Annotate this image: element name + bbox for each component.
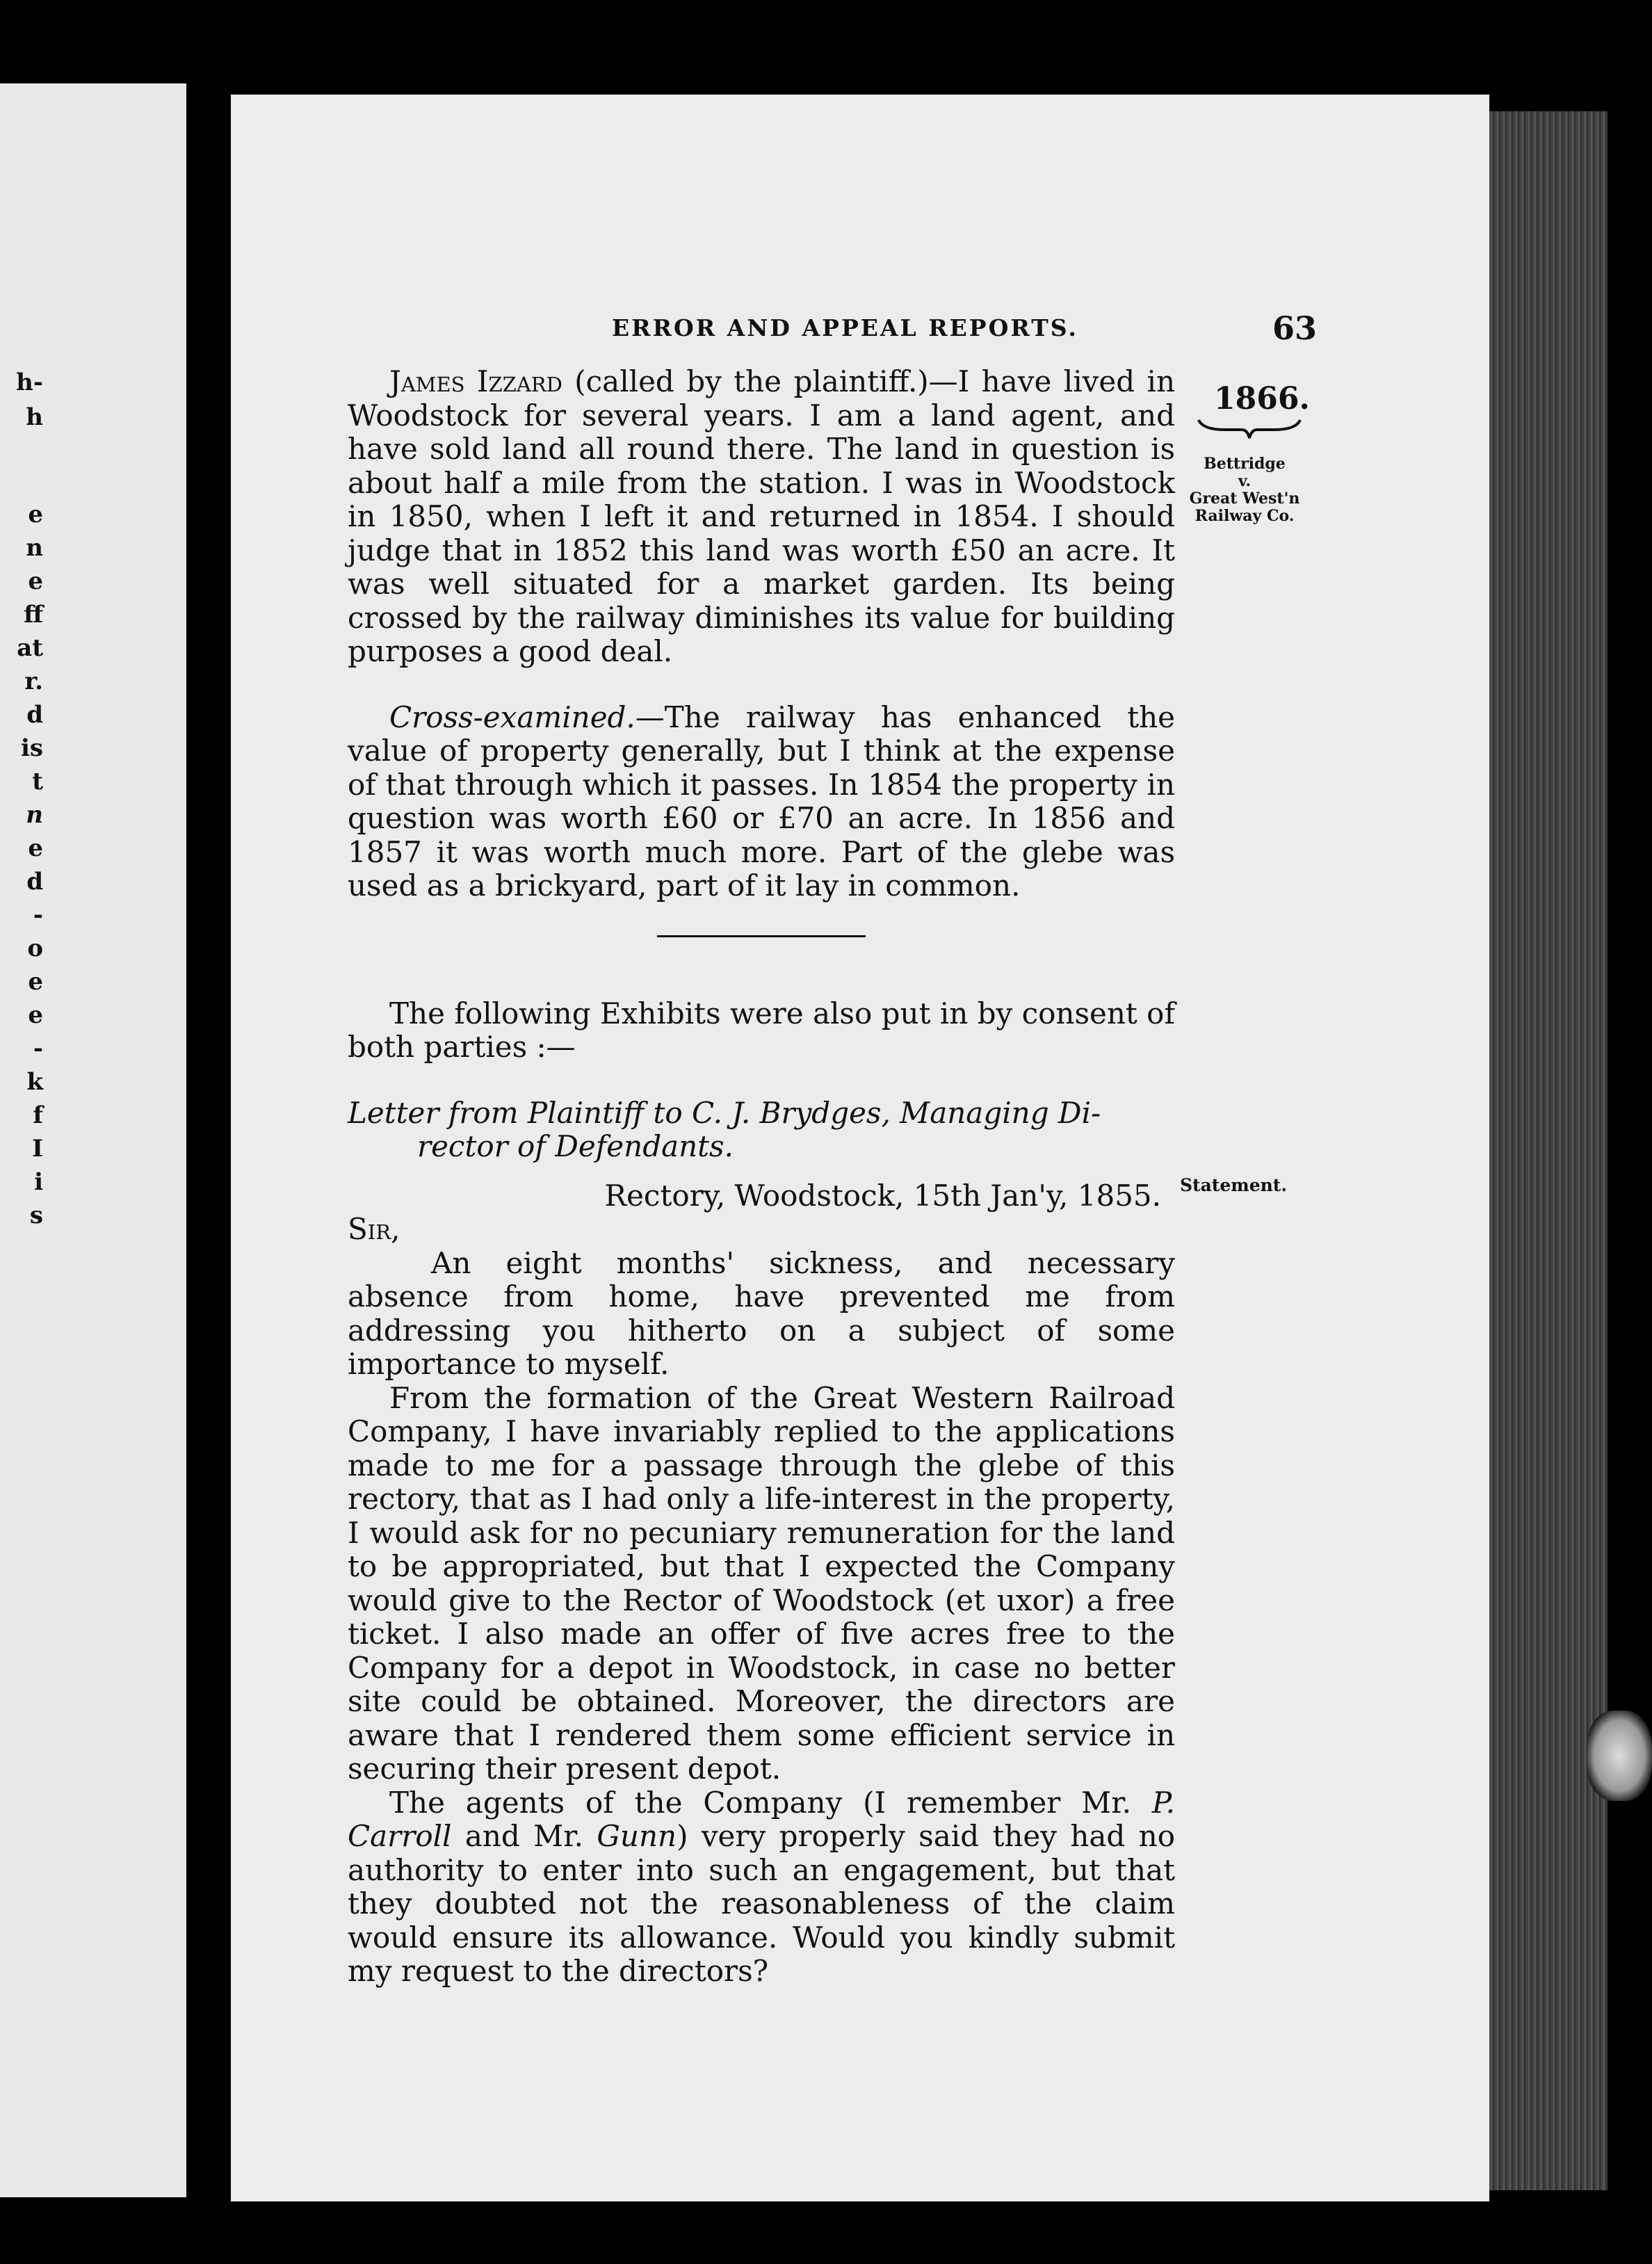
letter-title-line: Letter from Plaintiff to C. J. Brydges, Managing Di-: [348, 1095, 1101, 1130]
letter-title: [348, 1097, 1175, 1164]
testimony-text: (called by the plaintiff.)—I have lived in Woodstock for several years. I am a land agent, and have sold land all round there. The land in question is about half a mile from the station. I was in Woodstock in 1850, when I left it and returned in 1854. I should judge that in 1852 this land was worth £50 an acre. It was well situated for a market garden. Its being crossed by the railway diminishes its value for building purposes a good deal.: [348, 364, 1175, 668]
witness-name: James Izzard: [389, 364, 562, 398]
exhibits-intro: The following Exhibits were also put in by consent of both parties :—: [348, 996, 1175, 1064]
cross-exam-label: Cross-examined.: [389, 700, 635, 734]
letter-paragraph: The agents of the Company (I remember Mr. P. Carroll and Mr. Gunn) very properly said they had no authority to enter into such an engagement, but that they doubted not the reasonableness of the claim would ensure its allowance. Would you kindly submit my request to the directors?: [348, 1785, 1175, 1988]
facing-page-fragment: -: [33, 901, 43, 929]
page-edges: [1489, 111, 1608, 2190]
page-number: 63: [1272, 309, 1318, 347]
person-name: Gunn: [597, 1819, 677, 1853]
facing-page-fragment: k: [26, 1068, 43, 1096]
binding-damage: [1587, 1711, 1652, 1801]
facing-page-fragment: -: [33, 1035, 43, 1062]
facing-page-fragment: t: [32, 768, 43, 795]
facing-page-fragment: I: [32, 1135, 43, 1163]
margin-case-line: Great West'n: [1189, 490, 1300, 508]
facing-page-fragment: e: [28, 501, 43, 528]
facing-page-fragment: o: [27, 935, 43, 962]
margin-year: 1866.: [1214, 381, 1310, 417]
margin-case-name: [1182, 455, 1307, 525]
facing-page-fragment: h-: [16, 369, 43, 396]
cross-exam-text: —The railway has enhanced the value of property generally, but I think at the expense of that through which it passes. In 1854 the property in question was worth £60 or £70 an acre. In 1856 and 1857 it was worth much more. Part of the glebe was used as a brickyard, part of it lay in common.: [348, 700, 1175, 903]
cross-exam-paragraph: [348, 701, 1175, 903]
facing-page-fragment: n: [26, 534, 43, 562]
margin-case-line: v.: [1238, 472, 1252, 490]
testimony-paragraph: [348, 365, 1175, 669]
facing-page-fragment: e: [28, 968, 43, 996]
facing-page-fragment: i: [34, 1168, 43, 1196]
facing-page-fragment: n: [26, 801, 43, 829]
margin-case-line: Bettridge: [1204, 455, 1286, 473]
facing-page-fragment: is: [20, 734, 43, 762]
facing-page-fragment: r.: [24, 668, 43, 695]
facing-page-fragment: h: [26, 403, 43, 431]
facing-page-fragment: d: [26, 701, 43, 729]
margin-statement: Statement.: [1180, 1175, 1288, 1195]
facing-page-fragment: ff: [24, 601, 43, 629]
letter-dateline: Rectory, Woodstock, 15th Jan'y, 1855.: [604, 1178, 1161, 1213]
facing-page-fragment: d: [26, 868, 43, 896]
facing-page-fragment: s: [29, 1202, 43, 1229]
facing-page: [0, 83, 186, 2197]
margin-case-line: Railway Co.: [1195, 507, 1295, 525]
facing-page-fragment: f: [33, 1101, 43, 1129]
person-name: P. Carroll: [348, 1785, 1175, 1853]
letter-salutation: Sir,: [348, 1212, 400, 1246]
letter-paragraph: An eight months' sickness, and necessary absence from home, have prevented me from addressing you hitherto on a subject of some importance to myself.: [348, 1245, 1175, 1381]
letter-paragraph: From the formation of the Great Western Railroad Company, I have invariably replied to the applications made to me for a passage through the glebe of this rectory, that as I had only a life-interest in the property, I would ask for no pecuniary remuneration for the land to be appropriated, but that I expected the Company would give to the Rector of Woodstock (et uxor) a free ticket. I also made an offer of five acres free to the Company for a depot in Woodstock, in case no better site could be obtained. Moreover, the directors are aware that I rendered them some efficient service in securing their present depot.: [348, 1380, 1175, 1786]
facing-page-fragment: e: [28, 567, 43, 595]
running-head: ERROR AND APPEAL REPORTS.: [612, 314, 1078, 341]
letter-title-line: rector of Defendants.: [417, 1129, 734, 1163]
page-body: [348, 365, 1175, 1989]
facing-page-fragment: at: [17, 634, 43, 662]
facing-page-fragment: e: [28, 834, 43, 862]
facing-page-fragment: e: [28, 1001, 43, 1029]
brace-icon: [1197, 417, 1302, 441]
